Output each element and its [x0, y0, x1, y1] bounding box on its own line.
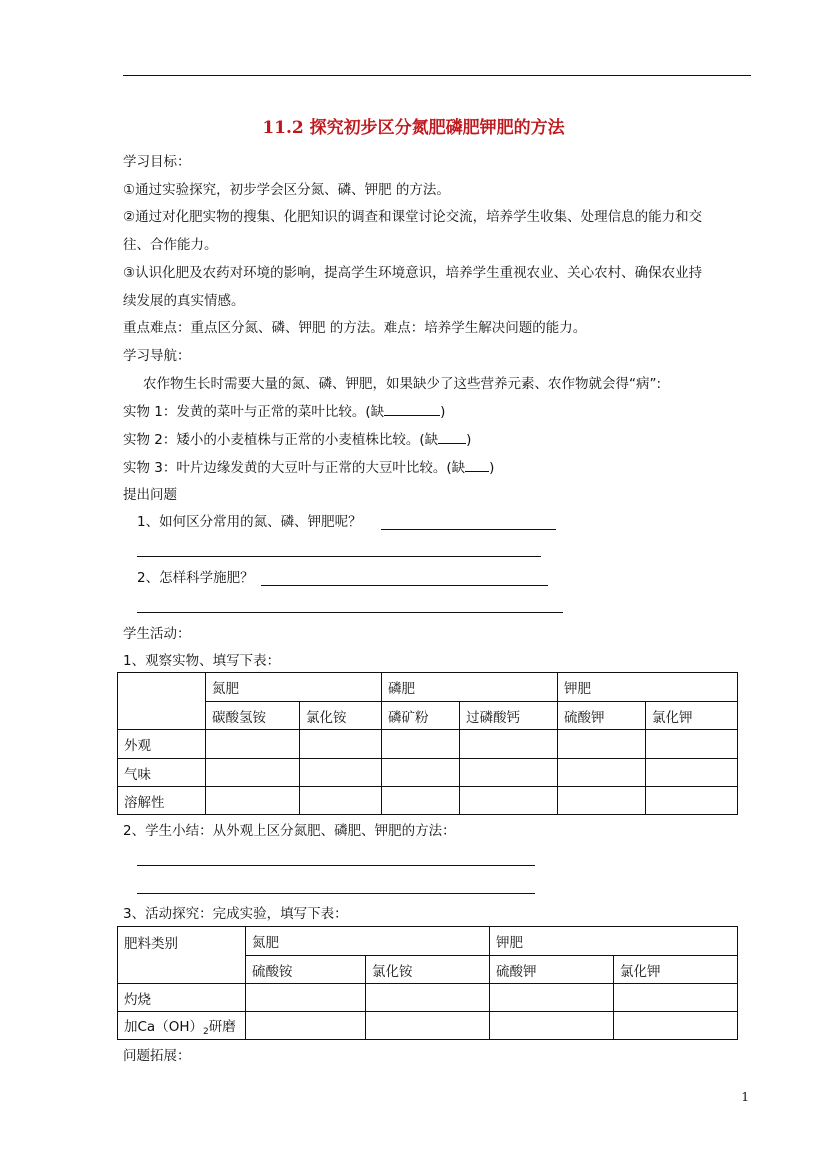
- table2-cell[interactable]: [490, 984, 614, 1012]
- table2-cell[interactable]: [614, 984, 738, 1012]
- table1-cell[interactable]: [382, 787, 460, 815]
- extension-heading: 问题拓展：: [123, 1048, 191, 1064]
- table1-cell[interactable]: [460, 787, 558, 815]
- table2-row2-suffix: 研磨: [208, 1018, 236, 1035]
- table2-row-label-grind: [118, 1012, 246, 1040]
- object-2-blank[interactable]: [438, 429, 466, 444]
- table1-group-phosphorus: 磷肥: [382, 673, 558, 702]
- experiment-table: [117, 926, 738, 1040]
- table1-cell[interactable]: [206, 787, 300, 815]
- table2-group-nitrogen: 氮肥: [246, 927, 490, 956]
- table1-cell[interactable]: [206, 730, 300, 759]
- table1-sub-header: 过磷酸钙: [460, 702, 558, 730]
- table1-cell[interactable]: [460, 730, 558, 759]
- object-1-blank[interactable]: [384, 401, 440, 416]
- object-1: [123, 401, 445, 421]
- table1-cell[interactable]: [646, 730, 738, 759]
- object-3-blank[interactable]: [465, 457, 489, 472]
- table1-row-label: 气味: [118, 759, 206, 787]
- table1-cell[interactable]: [300, 759, 382, 787]
- activity-3-label: 3、活动探究：完成实验，填写下表：: [123, 906, 348, 922]
- table2-corner-cell: 肥料类别: [118, 927, 246, 984]
- goal-2-line-2: 往、合作能力。: [123, 237, 218, 253]
- guide-heading: 学习导航：: [123, 348, 191, 364]
- table2-sub-header: 氯化钾: [614, 956, 738, 984]
- table1-cell[interactable]: [646, 787, 738, 815]
- header-rule: [123, 75, 751, 76]
- table1-cell[interactable]: [206, 759, 300, 787]
- table1-cell[interactable]: [460, 759, 558, 787]
- object-3: [123, 457, 494, 477]
- table1-row-label: 外观: [118, 730, 206, 759]
- object-1-text: 实物 1：发黄的菜叶与正常的菜叶比较。(缺: [123, 404, 385, 420]
- table1-cell[interactable]: [558, 787, 646, 815]
- table1-group-nitrogen: 氮肥: [206, 673, 382, 702]
- table1-cell[interactable]: [558, 759, 646, 787]
- table1-cell[interactable]: [558, 730, 646, 759]
- table2-sub-header: 硫酸铵: [246, 956, 366, 984]
- activity-heading: 学生活动：: [123, 626, 191, 642]
- goal-3-line-1: ③认识化肥及农药对环境的影响，提高学生环境意识，培养学生重视农业、关心农村、确保农业持: [123, 265, 703, 281]
- question-2-answer-line-2[interactable]: [137, 612, 563, 613]
- key-points: 重点难点：重点区分氮、磷、钾肥 的方法。难点：培养学生解决问题的能力。: [123, 320, 587, 336]
- table2-row2-subscript: 2: [202, 1026, 209, 1037]
- table1-sub-header: 氯化钾: [646, 702, 738, 730]
- goals-heading: 学习目标：: [123, 154, 191, 170]
- table2-cell[interactable]: [490, 1012, 614, 1040]
- table1-sub-header: 硫酸钾: [558, 702, 646, 730]
- table1-cell[interactable]: [300, 787, 382, 815]
- table1-row-label: 溶解性: [118, 787, 206, 815]
- page-title: 11.2 探究初步区分氮肥磷肥钾肥的方法: [262, 118, 565, 138]
- table2-row-label-burn: 灼烧: [118, 984, 246, 1012]
- table1-corner-cell: [118, 673, 206, 730]
- table2-cell[interactable]: [366, 1012, 490, 1040]
- summary-answer-line-2[interactable]: [137, 893, 535, 894]
- observation-table: [117, 672, 738, 815]
- table1-cell[interactable]: [646, 759, 738, 787]
- table1-sub-header: 碳酸氢铵: [206, 702, 300, 730]
- table2-cell[interactable]: [614, 1012, 738, 1040]
- object-3-close: ): [489, 460, 495, 476]
- summary-answer-line-1[interactable]: [137, 865, 535, 866]
- table2-row2-prefix: 加Ca（OH）: [124, 1018, 203, 1035]
- table2-cell[interactable]: [246, 984, 366, 1012]
- table2-sub-header: 硫酸钾: [490, 956, 614, 984]
- question-2-answer-line[interactable]: [261, 585, 548, 586]
- object-2: [123, 429, 471, 449]
- question-1-answer-line[interactable]: [381, 529, 556, 530]
- table1-sub-header: 磷矿粉: [382, 702, 460, 730]
- table1-cell[interactable]: [300, 730, 382, 759]
- object-1-close: ): [440, 404, 446, 420]
- table1-cell[interactable]: [382, 730, 460, 759]
- table1-group-potassium: 钾肥: [558, 673, 738, 702]
- goal-1: ①通过实验探究，初步学会区分氮、磷、钾肥 的方法。: [123, 182, 450, 198]
- table1-cell[interactable]: [382, 759, 460, 787]
- intro-paragraph: 农作物生长时需要大量的氮、磷、钾肥，如果缺少了这些营养元素、农作物就会得“病”:: [143, 376, 662, 392]
- goal-2-line-1: ②通过对化肥实物的搜集、化肥知识的调查和课堂讨论交流，培养学生收集、处理信息的能力和交: [123, 209, 703, 225]
- object-2-close: ): [466, 432, 472, 448]
- activity-1-label: 1、观察实物、填写下表：: [123, 653, 281, 669]
- object-2-text: 实物 2：矮小的小麦植株与正常的小麦植株比较。(缺: [123, 432, 439, 448]
- table1-sub-header: 氯化铵: [300, 702, 382, 730]
- table2-cell[interactable]: [246, 1012, 366, 1040]
- summary-prompt: 2、学生小结：从外观上区分氮肥、磷肥、钾肥的方法：: [123, 823, 456, 839]
- question-2: 2、怎样科学施肥？: [137, 570, 254, 586]
- question-1-answer-line-2[interactable]: [137, 556, 541, 557]
- questions-heading: 提出问题: [123, 487, 177, 503]
- object-3-text: 实物 3：叶片边缘发黄的大豆叶与正常的大豆叶比较。(缺: [123, 460, 466, 476]
- table2-sub-header: 氯化铵: [366, 956, 490, 984]
- page-number: 1: [741, 1090, 749, 1104]
- table2-cell[interactable]: [366, 984, 490, 1012]
- table2-group-potassium: 钾肥: [490, 927, 738, 956]
- goal-3-line-2: 续发展的真实情感。: [123, 293, 245, 309]
- question-1: 1、如何区分常用的氮、磷、钾肥呢？: [137, 514, 362, 530]
